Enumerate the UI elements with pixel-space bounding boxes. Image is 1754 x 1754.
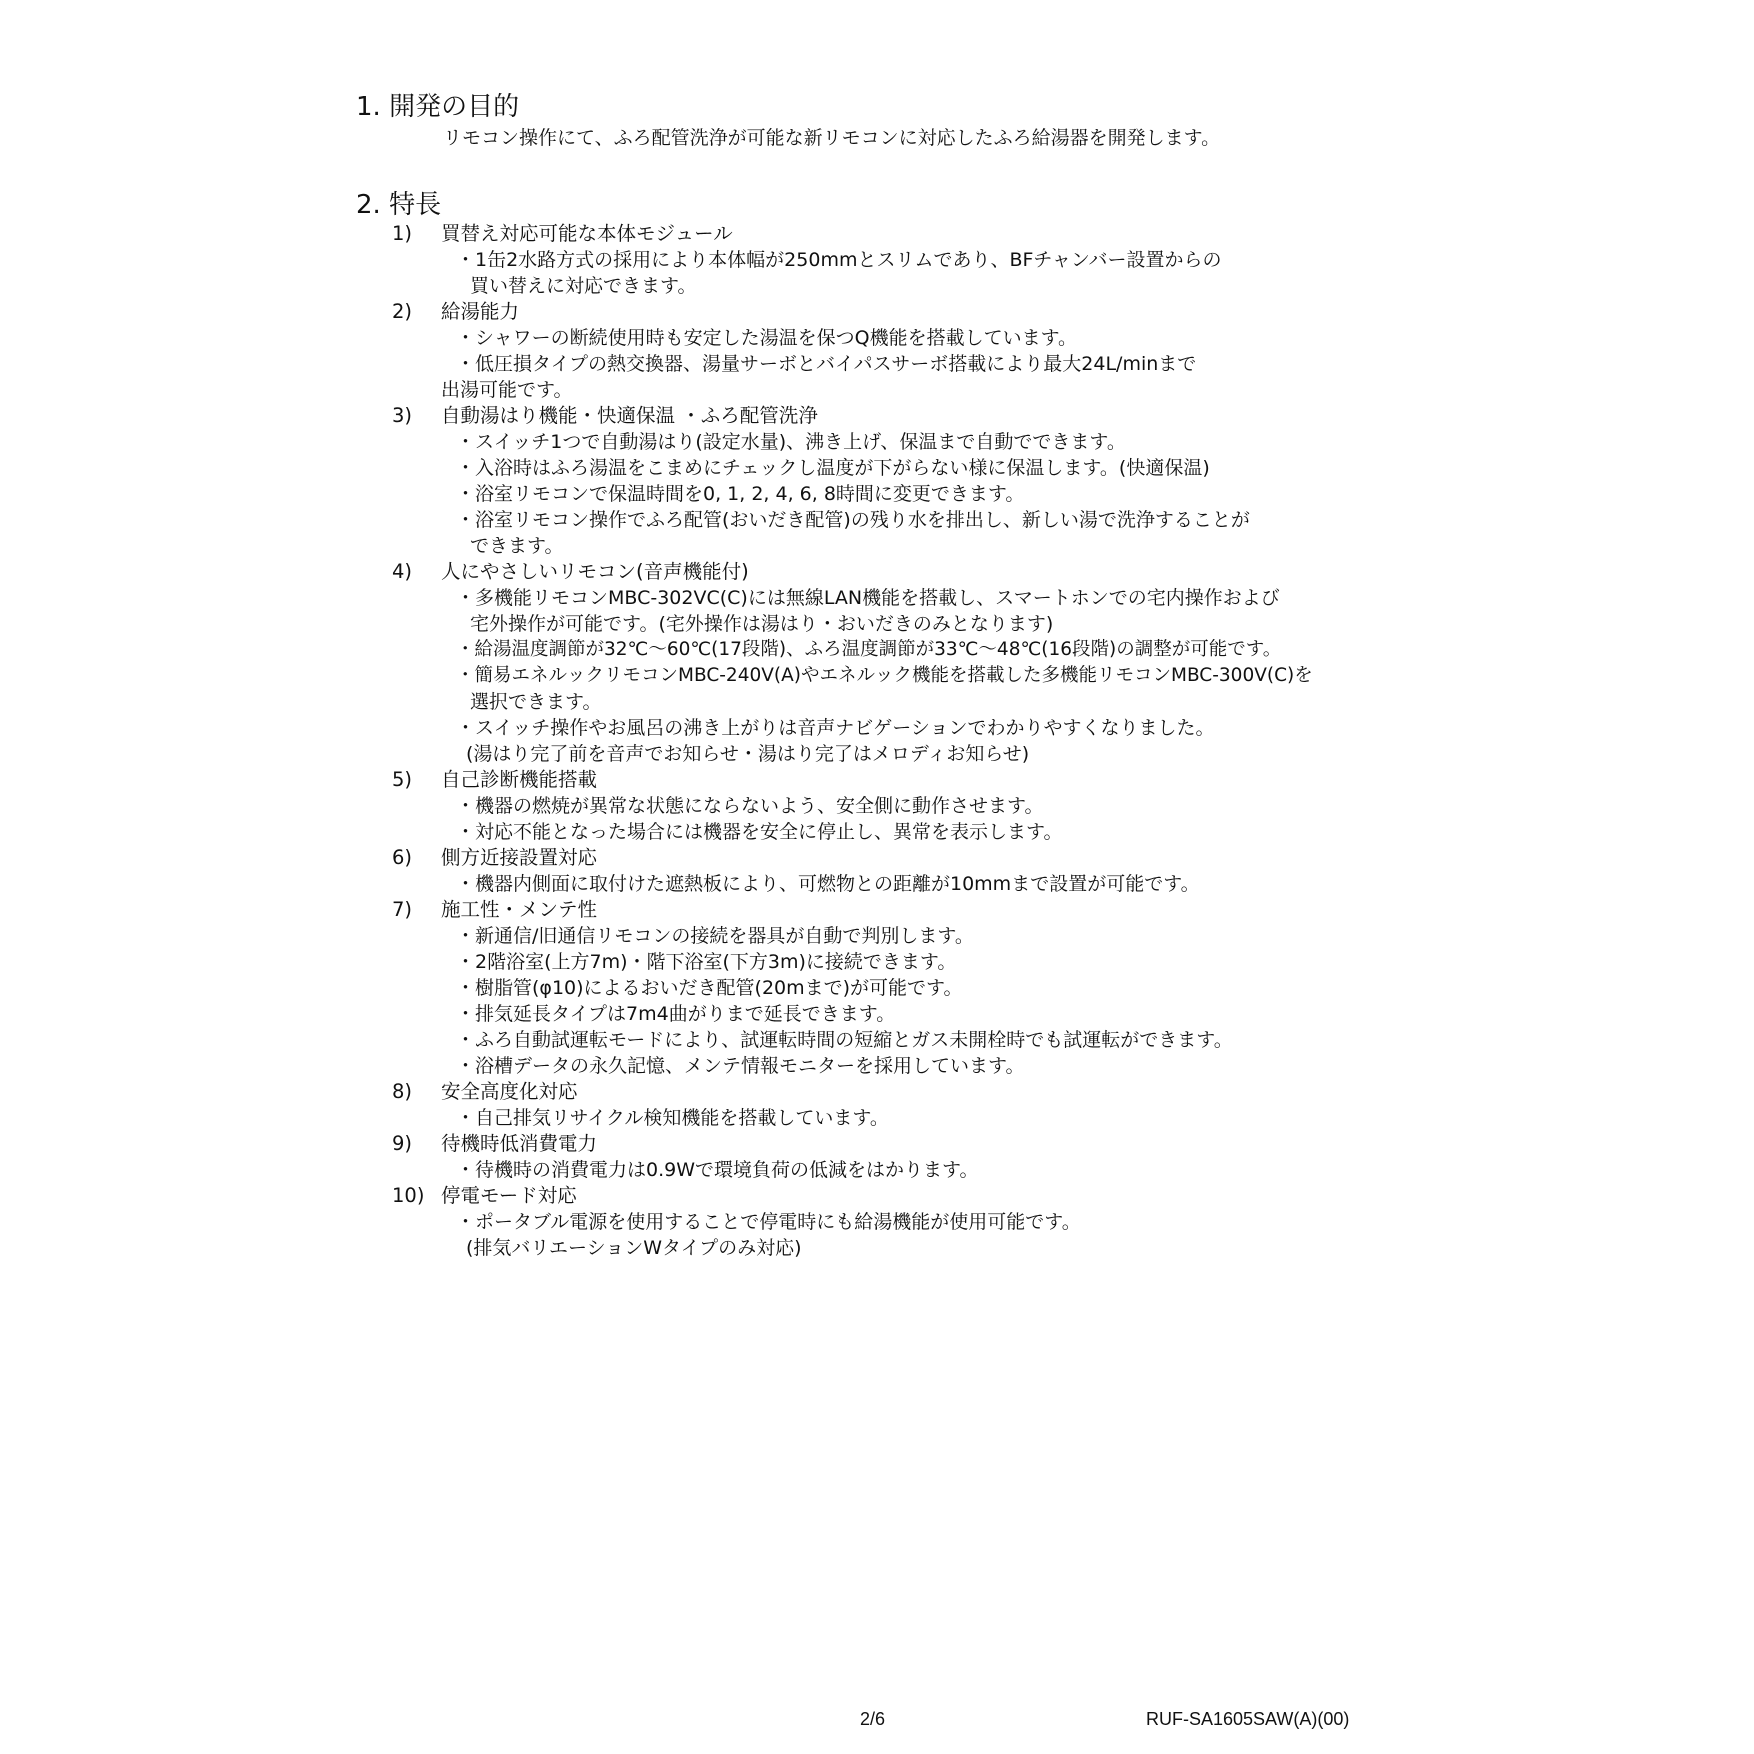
feature-7-line-6: ・浴槽データの永久記憶、メンテ情報モニターを採用しています。 <box>456 1055 1025 1077</box>
feature-3-title <box>392 404 818 428</box>
feature-4-label: 人にやさしいリモコン(音声機能付) <box>441 560 749 583</box>
feature-1-title <box>392 222 733 246</box>
feature-9-label: 待機時低消費電力 <box>441 1132 598 1155</box>
feature-5-label: 自己診断機能搭載 <box>441 768 598 791</box>
feature-4-line-6: ・スイッチ操作やお風呂の沸き上がりは音声ナビゲーションでわかりやすくなりました。 <box>456 717 1215 739</box>
document-id: RUF-SA1605SAW(A)(00) <box>1146 1709 1350 1729</box>
feature-1-number: 1) <box>392 222 413 245</box>
section-2-heading: 2. 特長 <box>356 190 442 220</box>
section-1-heading: 1. 開発の目的 <box>356 92 520 122</box>
feature-9-title <box>392 1132 597 1156</box>
feature-1-line-2: 買い替えに対応できます。 <box>470 275 697 297</box>
feature-5-line-1: ・機器の燃焼が異常な状態にならないよう、安全側に動作させます。 <box>456 795 1044 817</box>
feature-2-number: 2) <box>392 300 413 323</box>
feature-7-label: 施工性・メンテ性 <box>441 898 598 921</box>
feature-4-line-7: (湯はり完了前を音声でお知らせ・湯はり完了はメロディお知らせ) <box>466 743 1030 765</box>
feature-7-line-4: ・排気延長タイプは7m4曲がりまで延長できます。 <box>456 1003 896 1025</box>
feature-3-line-4: ・浴室リモコン操作でふろ配管(おいだき配管)の残り水を排出し、新しい湯で洗浄することが <box>456 509 1250 531</box>
feature-5-number: 5) <box>392 768 413 791</box>
feature-4-line-4: ・簡易エネルックリモコンMBC-240V(A)やエネルック機能を搭載した多機能リモコンMBC-300V(C)を <box>456 665 1313 686</box>
feature-3-label: 自動湯はり機能・快適保温 ・ふろ配管洗浄 <box>441 404 818 427</box>
feature-2-line-1: ・シャワーの断続使用時も安定した湯温を保つQ機能を搭載しています。 <box>456 327 1078 349</box>
feature-6-number: 6) <box>392 846 413 869</box>
feature-7-title <box>392 898 597 922</box>
feature-4-line-5: 選択できます。 <box>470 691 602 713</box>
page-number: 2/6 <box>860 1709 886 1729</box>
feature-3-line-1: ・スイッチ1つで自動湯はり(設定水量)、沸き上げ、保温まで自動でできます。 <box>456 431 1126 453</box>
feature-1-label: 買替え対応可能な本体モジュール <box>441 222 733 245</box>
feature-7-number: 7) <box>392 898 413 921</box>
feature-9-line-1: ・待機時の消費電力は0.9Wで環境負荷の低減をはかります。 <box>456 1159 979 1181</box>
feature-1-line-1: ・1缶2水路方式の採用により本体幅が250mmとスリムであり、BFチャンバー設置からの <box>456 249 1222 271</box>
feature-6-line-1: ・機器内側面に取付けた遮熱板により、可燃物との距離が10mmまで設置が可能です。 <box>456 873 1200 895</box>
feature-9-number: 9) <box>392 1132 413 1155</box>
feature-10-line-2: (排気バリエーションWタイプのみ対応) <box>466 1237 802 1259</box>
feature-3-line-2: ・入浴時はふろ湯温をこまめにチェックし温度が下がらない様に保温します。(快適保温) <box>456 457 1210 479</box>
feature-8-line-1: ・自己排気リサイクル検知機能を搭載しています。 <box>456 1107 889 1129</box>
feature-3-line-3: ・浴室リモコンで保温時間を0, 1, 2, 4, 6, 8時間に変更できます。 <box>456 483 1025 505</box>
feature-8-label: 安全高度化対応 <box>441 1080 578 1103</box>
feature-4-title <box>392 560 749 584</box>
feature-5-line-2: ・対応不能となった場合には機器を安全に停止し、異常を表示します。 <box>456 821 1063 843</box>
feature-10-label: 停電モード対応 <box>441 1184 577 1207</box>
feature-2-label: 給湯能力 <box>441 300 520 323</box>
feature-6-label: 側方近接設置対応 <box>441 846 598 869</box>
feature-3-line-5: できます。 <box>470 535 564 557</box>
feature-10-number: 10) <box>392 1184 425 1207</box>
feature-7-line-3: ・樹脂管(φ10)によるおいだき配管(20mまで)が可能です。 <box>456 977 963 999</box>
feature-8-number: 8) <box>392 1080 413 1103</box>
feature-7-line-2: ・2階浴室(上方7m)・階下浴室(下方3m)に接続できます。 <box>456 951 957 973</box>
feature-7-line-5: ・ふろ自動試運転モードにより、試運転時間の短縮とガス未開栓時でも試運転ができます。 <box>456 1029 1233 1051</box>
feature-5-title <box>392 768 597 792</box>
feature-2-title <box>392 300 519 324</box>
feature-7-line-1: ・新通信/旧通信リモコンの接続を器具が自動で判別します。 <box>456 925 974 947</box>
feature-4-line-1: ・多機能リモコンMBC-302VC(C)には無線LAN機能を搭載し、スマートホンでの宅内操作および <box>456 587 1280 609</box>
feature-2-line-2: ・低圧損タイプの熱交換器、湯量サーボとバイパスサーボ搭載により最大24L/minまで <box>456 353 1197 375</box>
feature-3-number: 3) <box>392 404 413 427</box>
feature-6-title <box>392 846 597 870</box>
feature-4-line-3: ・給湯温度調節が32℃〜60℃(17段階)、ふろ温度調節が33℃〜48℃(16段階)の調整が可能です。 <box>456 639 1282 660</box>
feature-10-title <box>392 1184 577 1208</box>
feature-8-title <box>392 1080 578 1104</box>
feature-4-line-2: 宅外操作が可能です。(宅外操作は湯はり・おいだきのみとなります) <box>470 613 1054 635</box>
section-1-text: リモコン操作にて、ふろ配管洗浄が可能な新リモコンに対応したふろ給湯器を開発します。 <box>443 127 1221 149</box>
feature-10-line-1: ・ポータブル電源を使用することで停電時にも給湯機能が使用可能です。 <box>456 1211 1081 1233</box>
feature-2-line-3: 出湯可能です。 <box>441 379 573 401</box>
feature-4-number: 4) <box>392 560 413 583</box>
